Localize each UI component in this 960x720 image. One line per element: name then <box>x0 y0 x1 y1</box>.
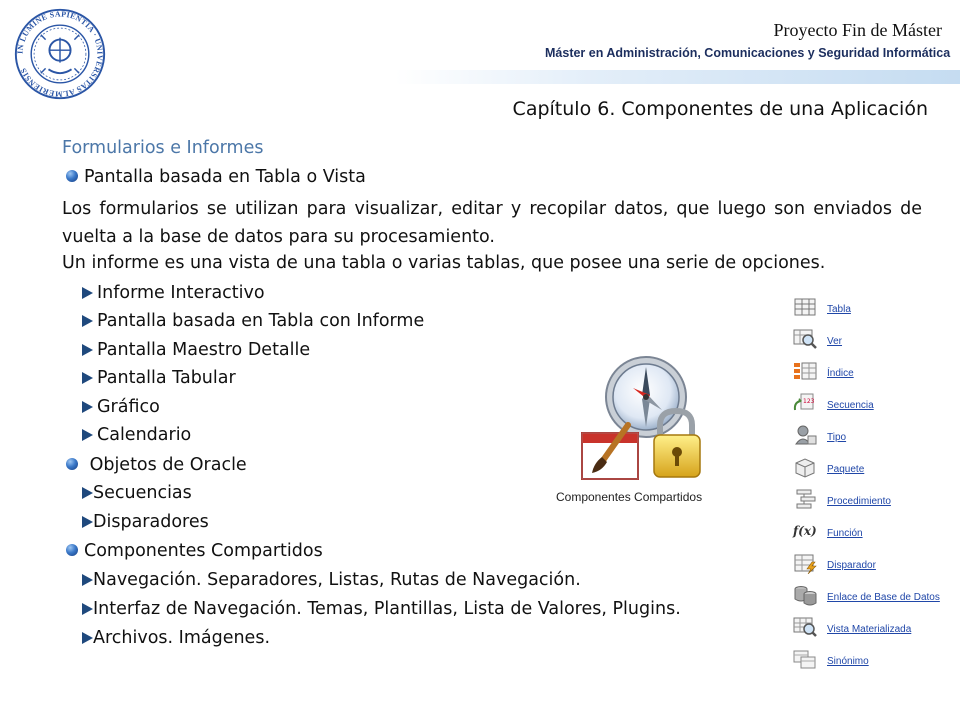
arrow-bullet-icon <box>82 574 93 586</box>
object-type-item[interactable]: 123 Secuencia <box>790 392 955 418</box>
report-item: Calendario <box>82 425 191 445</box>
seal-text: IN LUMINE SAPIENTIA · UNIVERSITAS ALMERIENSIS <box>15 9 105 99</box>
svg-text:123: 123 <box>803 398 815 405</box>
sequence-icon <box>792 392 818 414</box>
table-icon <box>792 296 818 318</box>
compass-icon <box>606 357 686 437</box>
arrow-bullet-icon <box>82 344 93 356</box>
oracle-item: Disparadores <box>82 512 209 532</box>
type-icon <box>792 424 818 446</box>
arrow-bullet-icon <box>82 487 93 499</box>
object-type-item[interactable]: Tipo <box>790 424 955 450</box>
blue-bullet-icon <box>66 544 78 556</box>
object-type-item[interactable]: Sinónimo <box>790 648 955 674</box>
arrow-bullet-icon <box>82 632 93 644</box>
object-type-item[interactable]: Vista Materializada <box>790 616 955 642</box>
oracle-item: Secuencias <box>82 483 192 503</box>
forms-paragraph: Los formularios se utilizan para visualizar, editar y recopilar datos, que luego son enviados de vuelta a la base de datos para su procesamiento. <box>62 199 922 247</box>
object-type-item[interactable]: Disparador <box>790 552 955 578</box>
arrow-bullet-icon <box>82 372 93 384</box>
shared-item: Navegación. Separadores, Listas, Rutas de Navegación. <box>82 570 581 590</box>
shared-components-illustration <box>578 355 708 490</box>
arrow-bullet-icon <box>82 603 93 615</box>
trigger-icon <box>792 552 818 574</box>
report-item: Pantalla Maestro Detalle <box>82 340 310 360</box>
procedure-icon <box>792 488 818 510</box>
arrow-bullet-icon <box>82 315 93 327</box>
object-type-item[interactable]: Paquete <box>790 456 955 482</box>
object-type-item[interactable]: f(x) Función <box>790 520 955 546</box>
svg-text:f(x): f(x) <box>793 524 817 538</box>
bullet-oracle-objects: Objetos de Oracle <box>66 455 247 475</box>
header-gradient-bar <box>395 70 960 84</box>
project-title: Proyecto Fin de Máster <box>773 20 942 40</box>
report-item: Pantalla basada en Tabla con Informe <box>82 311 424 331</box>
report-item: Gráfico <box>82 397 160 417</box>
bullet-screen-table: Pantalla basada en Tabla o Vista <box>66 167 366 187</box>
blue-bullet-icon <box>66 170 78 182</box>
db-link-icon <box>792 584 818 606</box>
reports-paragraph: Un informe es una vista de una tabla o varias tablas, que posee una serie de opciones. <box>62 253 826 273</box>
index-icon <box>792 360 818 382</box>
object-type-item[interactable]: Tabla <box>790 296 955 322</box>
arrow-bullet-icon <box>82 429 93 441</box>
bullet-shared-components: Componentes Compartidos <box>66 541 323 561</box>
object-type-item[interactable]: Procedimiento <box>790 488 955 514</box>
shared-item: Interfaz de Navegación. Temas, Plantillas, Lista de Valores, Plugins. <box>82 599 681 619</box>
window-brush-icon <box>582 425 638 479</box>
view-icon <box>792 328 818 350</box>
arrow-bullet-icon <box>82 287 93 299</box>
materialized-view-icon <box>792 616 818 638</box>
object-type-item[interactable]: Índice <box>790 360 955 386</box>
object-type-item[interactable]: Ver <box>790 328 955 354</box>
section-title: Formularios e Informes <box>62 138 264 158</box>
shared-components-caption: Componentes Compartidos <box>556 490 703 504</box>
synonym-icon <box>792 648 818 670</box>
function-icon <box>792 520 818 542</box>
university-seal-logo <box>12 6 108 102</box>
masters-subtitle: Máster en Administración, Comunicaciones y Seguridad Informática <box>545 46 951 60</box>
report-item: Informe Interactivo <box>82 283 265 303</box>
arrow-bullet-icon <box>82 401 93 413</box>
shared-item: Archivos. Imágenes. <box>82 628 270 648</box>
arrow-bullet-icon <box>82 516 93 528</box>
report-item: Pantalla Tabular <box>82 368 236 388</box>
chapter-title: Capítulo 6. Componentes de una Aplicación <box>512 98 928 120</box>
package-icon <box>792 456 818 478</box>
object-type-item[interactable]: Enlace de Base de Datos <box>790 584 955 610</box>
blue-bullet-icon <box>66 458 78 470</box>
